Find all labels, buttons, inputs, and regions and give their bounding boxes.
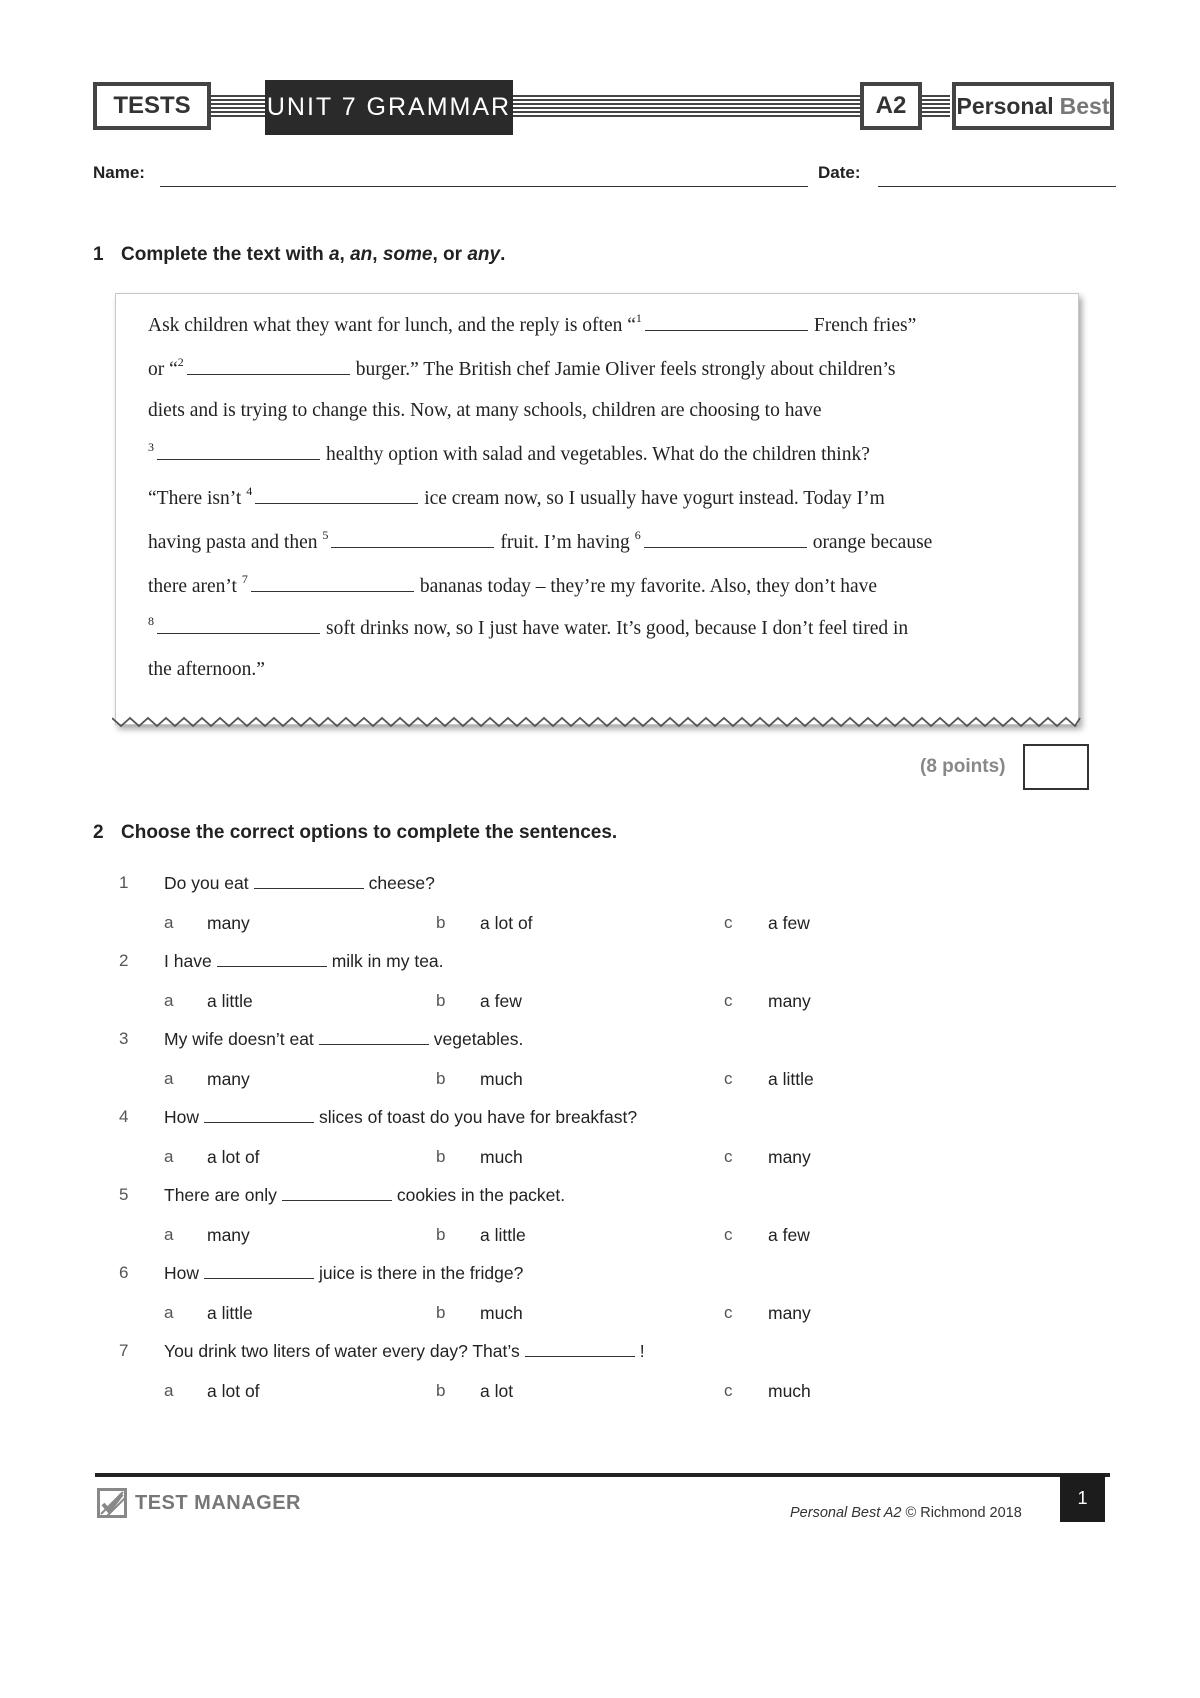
gap-number: 8 [148, 613, 154, 628]
passage-line-1 [148, 312, 1048, 337]
question-text [164, 1029, 523, 1050]
page-number: 1 [1060, 1474, 1105, 1522]
unit-title: UNIT 7 GRAMMAR [265, 80, 513, 135]
option-letter-b[interactable]: b [436, 1381, 446, 1400]
passage-line-2 [148, 356, 1048, 381]
option-a[interactable]: a lot of [207, 1147, 260, 1167]
question-text [164, 1341, 645, 1362]
date-label: Date: [818, 163, 861, 182]
question-before: There are only [164, 1185, 277, 1205]
passage-text: having pasta and then [148, 532, 318, 553]
passage-text: fruit. I’m having [500, 532, 630, 553]
passage-line-3 [148, 400, 1048, 422]
question-blank[interactable] [204, 1264, 314, 1279]
date-field[interactable] [878, 168, 1116, 187]
passage-line-8 [148, 615, 1048, 640]
copyright [790, 1505, 1022, 1521]
question-text [164, 1185, 565, 1206]
option-letter-b[interactable]: b [436, 991, 446, 1010]
question-before: Do you eat [164, 873, 249, 893]
option-letter-a[interactable]: a [164, 1303, 174, 1322]
question-after: slices of toast do you have for breakfast? [319, 1107, 638, 1127]
gap-6-blank[interactable] [644, 529, 807, 548]
gap-5-blank[interactable] [331, 529, 494, 548]
name-field[interactable] [160, 168, 808, 187]
brand-part1: Personal [956, 92, 1054, 119]
option-letter-c[interactable]: c [724, 1225, 733, 1244]
question-before: I have [164, 951, 212, 971]
instruction-prefix: Complete the text with [121, 244, 324, 265]
test-manager-icon [97, 1488, 127, 1518]
question-after: ! [639, 1341, 645, 1361]
passage-text: ice cream now, so I usually have yogurt instead. Today I’m [424, 488, 885, 509]
option-letter-a[interactable]: a [164, 991, 174, 1010]
option-letter-c[interactable]: c [724, 913, 733, 932]
question-number: 2 [119, 951, 129, 970]
brand-part2: Best [1059, 92, 1110, 119]
passage-text: the afternoon.” [148, 659, 265, 680]
brand-logo [952, 82, 1114, 130]
option-an-word: an [350, 244, 373, 265]
option-a[interactable]: a little [207, 991, 253, 1011]
option-a[interactable]: many [207, 1225, 250, 1245]
passage-text: French fries” [813, 315, 917, 336]
section1-score-box[interactable] [1023, 744, 1089, 790]
option-a-word: a [328, 244, 340, 265]
option-b[interactable]: a lot [480, 1381, 514, 1401]
passage-line-6 [148, 529, 1048, 554]
passage-text: orange because [812, 532, 933, 553]
section1-points: (8 points) [920, 756, 1006, 777]
option-letter-c[interactable]: c [724, 1069, 733, 1088]
option-c[interactable]: many [768, 1147, 811, 1167]
option-letter-b[interactable]: b [436, 1225, 446, 1244]
question-blank[interactable] [204, 1108, 314, 1123]
option-a[interactable]: a lot of [207, 1381, 260, 1401]
gap-2-blank[interactable] [187, 356, 350, 375]
option-letter-a[interactable]: a [164, 1147, 174, 1166]
question-number: 4 [119, 1107, 129, 1126]
passage-text: Ask children what they want for lunch, and the reply is often “ [148, 315, 636, 336]
copyright-title: Personal Best A2 [790, 1505, 902, 1521]
gap-3-blank[interactable] [157, 441, 320, 460]
option-a[interactable]: a little [207, 1303, 253, 1323]
question-after: cheese? [368, 873, 435, 893]
question-number: 1 [119, 873, 129, 892]
option-a[interactable]: many [207, 913, 250, 933]
level-badge: A2 [860, 82, 922, 130]
section2-instruction: Choose the correct options to complete the sentences. [121, 822, 618, 843]
passage-line-4 [148, 441, 1048, 466]
option-b[interactable]: much [480, 1069, 523, 1089]
test-manager-logo [97, 1488, 301, 1518]
option-c[interactable]: a few [768, 1225, 810, 1245]
question-blank[interactable] [319, 1030, 429, 1045]
passage-text: or “ [148, 359, 178, 380]
option-b[interactable]: much [480, 1147, 523, 1167]
option-a[interactable]: many [207, 1069, 250, 1089]
test-manager-label: TEST MANAGER [135, 1491, 301, 1514]
passage-text: burger.” The British chef Jamie Oliver feels strongly about children’s [355, 359, 896, 380]
passage-text: bananas today – they’re my favorite. Also, they don’t have [419, 576, 878, 597]
passage-line-7 [148, 573, 1048, 598]
option-letter-c[interactable]: c [724, 991, 733, 1010]
gap-1-blank[interactable] [645, 312, 808, 331]
option-letter-a[interactable]: a [164, 913, 174, 932]
option-c[interactable]: a little [768, 1069, 814, 1089]
option-c[interactable]: much [768, 1381, 811, 1401]
option-letter-c[interactable]: c [724, 1381, 733, 1400]
name-label: Name: [93, 163, 145, 182]
gap-number: 6 [634, 527, 641, 542]
copyright-text: © Richmond 2018 [905, 1505, 1022, 1521]
tests-label: TESTS [93, 82, 211, 130]
option-letter-b[interactable]: b [436, 1147, 446, 1166]
question-number: 7 [119, 1341, 129, 1360]
option-letter-c[interactable]: c [724, 1303, 733, 1322]
option-some-word: some [382, 244, 433, 265]
option-b[interactable]: a little [480, 1225, 526, 1245]
question-blank[interactable] [217, 952, 327, 967]
option-c[interactable]: a few [768, 913, 810, 933]
question-number: 3 [119, 1029, 129, 1048]
option-b[interactable]: a lot of [480, 913, 533, 933]
gap-number: 1 [635, 310, 642, 325]
option-letter-b[interactable]: b [436, 1069, 446, 1088]
option-b[interactable]: much [480, 1303, 523, 1323]
question-after: vegetables. [433, 1029, 524, 1049]
question-after: cookies in the packet. [396, 1185, 566, 1205]
passage-line-5 [148, 485, 1048, 510]
section1-number: 1 [93, 244, 104, 265]
passage-line-9 [148, 659, 1048, 681]
question-blank[interactable] [254, 874, 364, 889]
passage-text: there aren’t [148, 576, 237, 597]
gap-4-blank[interactable] [255, 485, 418, 504]
passage-text: soft drinks now, so I just have water. It’s good, because I don’t feel tired in [326, 618, 909, 639]
question-before: How [164, 1107, 200, 1127]
question-text [164, 873, 435, 894]
option-letter-b[interactable]: b [436, 913, 446, 932]
gap-7-blank[interactable] [251, 573, 414, 592]
question-after: milk in my tea. [331, 951, 444, 971]
passage-text: healthy option with salad and vegetables. What do the children think? [326, 444, 870, 465]
passage-text: diets and is trying to change this. Now, at many schools, children are choosing to have [148, 400, 822, 421]
option-letter-a[interactable]: a [164, 1381, 174, 1400]
gap-8-blank[interactable] [157, 615, 320, 634]
option-any-word: any [467, 244, 501, 265]
gap-number: 3 [148, 439, 154, 454]
question-before: You drink two liters of water every day? That’s [164, 1341, 520, 1361]
footer-rule [95, 1473, 1110, 1477]
option-c[interactable]: many [768, 1303, 811, 1323]
question-text [164, 1263, 523, 1284]
section2-number: 2 [93, 822, 104, 843]
header-stripe-right [920, 95, 950, 119]
option-letter-a[interactable]: a [164, 1069, 174, 1088]
question-before: How [164, 1263, 200, 1283]
torn-edge [112, 716, 1084, 730]
gap-number: 4 [246, 483, 253, 498]
option-c[interactable]: many [768, 991, 811, 1011]
question-text [164, 951, 444, 972]
option-letter-c[interactable]: c [724, 1147, 733, 1166]
gap-number: 7 [241, 571, 248, 586]
option-letter-b[interactable]: b [436, 1303, 446, 1322]
gap-number: 2 [177, 354, 184, 369]
passage-text: “There isn’t [148, 488, 242, 509]
question-after: juice is there in the fridge? [319, 1263, 524, 1283]
gap-number: 5 [322, 527, 329, 542]
option-b[interactable]: a few [480, 991, 522, 1011]
question-number: 6 [119, 1263, 129, 1282]
question-before: My wife doesn’t eat [164, 1029, 314, 1049]
section1-instruction: Complete the text with a, an, some, or any. [121, 244, 506, 265]
question-blank[interactable] [282, 1186, 392, 1201]
question-text [164, 1107, 637, 1128]
option-letter-a[interactable]: a [164, 1225, 174, 1244]
question-number: 5 [119, 1185, 129, 1204]
question-blank[interactable] [525, 1342, 635, 1357]
